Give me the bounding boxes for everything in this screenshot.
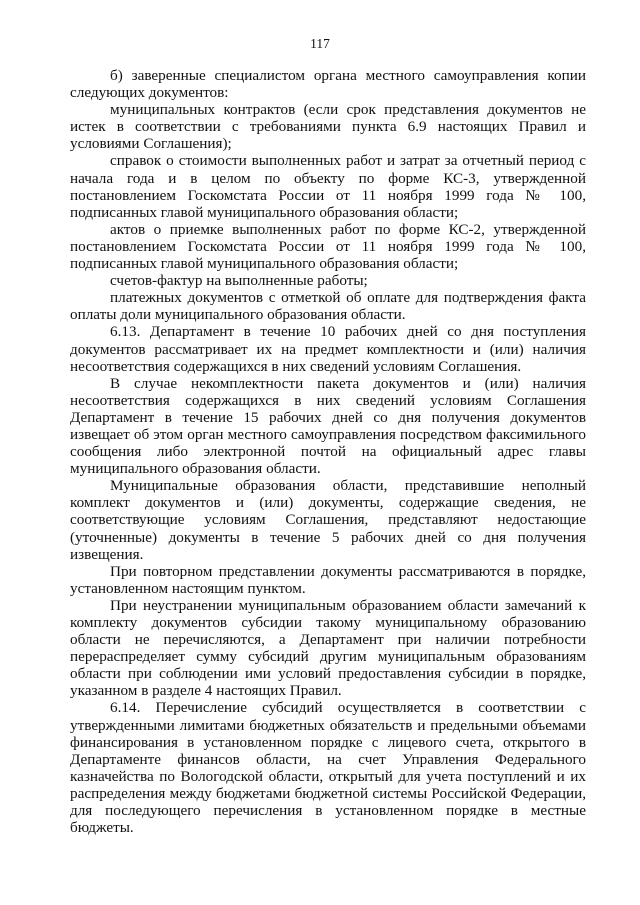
paragraph-6-14: 6.14. Перечисление субсидий осуществляется в соответствии с утвержденными лимитами бюджетных обязательств и предельными объемами финансирования в установленном порядке с лицевого счета, открытого в Департаменте финансов области, на счет Управления Федерального казначейства по Вологодской области, открытый для учета поступлений и их распределения между бюджетами бюджетной системы Российской Федерации, для последующего перечисления в установленном порядке в местные бюджеты.	[70, 699, 586, 837]
paragraph-ks3-certificates: справок о стоимости выполненных работ и затрат за отчетный период с начала года и в целом по объекту по форме КС-3, утвержденной постановлением Госкомстата России от 11 ноября 1999 года № 100, подписанных главой муниципального образования области;	[70, 152, 586, 221]
paragraph-municipal-contracts: муниципальных контрактов (если срок представления документов не истек в соответствии с требованиями пункта 6.9 настоящих Правил и условиями Соглашения);	[70, 101, 586, 153]
paragraph-incompleteness: В случае некомплектности пакета документов и (или) наличия несоответствия содержащихся в них сведений условиям Соглашения Департамент в течение 15 рабочих дней со дня получения документов извещает об этом орган местного самоуправления посредством факсимильного сообщения либо электронной почтой на официальный адрес главы муниципального образования области.	[70, 374, 586, 478]
paragraph-repeat-review: При повторном представлении документы рассматриваются в порядке, установленном настоящим пунктом.	[70, 562, 586, 597]
paragraph-6-13: 6.13. Департамент в течение 10 рабочих дней со дня поступления документов рассматривает их на предмет комплектности и (или) наличия несоответствия содержащихся в них сведений условиям Соглашения.	[70, 323, 586, 375]
paragraph-invoices: счетов-фактур на выполненные работы;	[110, 272, 368, 290]
paragraph-payment-documents: платежных документов с отметкой об оплате для подтверждения факта оплаты доли муниципального образования области.	[70, 289, 586, 324]
document-body	[70, 67, 586, 836]
paragraph-resubmission: Муниципальные образования области, представившие неполный комплект документов и (или) документы, содержащие сведения, не соответствующие условиям Соглашения, представляют недостающие (уточненные) документы в течение 5 рабочих дней со дня получения извещения.	[70, 477, 586, 563]
paragraph-copies-intro: б) заверенные специалистом органа местного самоуправления копии следующих документов:	[70, 67, 586, 102]
paragraph-ks2-acts: актов о приемке выполненных работ по форме КС-2, утвержденной постановлением Госкомстата России от 11 ноября 1999 года № 100, подписанных главой муниципального образования области;	[70, 220, 586, 273]
page-number: 117	[310, 36, 330, 51]
paragraph-non-elimination: При неустранении муниципальным образованием области замечаний к комплекту документов субсидии такому муниципальному образованию области не перечисляются, а Департамент при наличии потребности перераспределяет сумму субсидий другим муниципальным образованиям области при соблюдении ими условий предоставления субсидии в порядке, указанном в разделе 4 настоящих Правил.	[70, 596, 586, 700]
